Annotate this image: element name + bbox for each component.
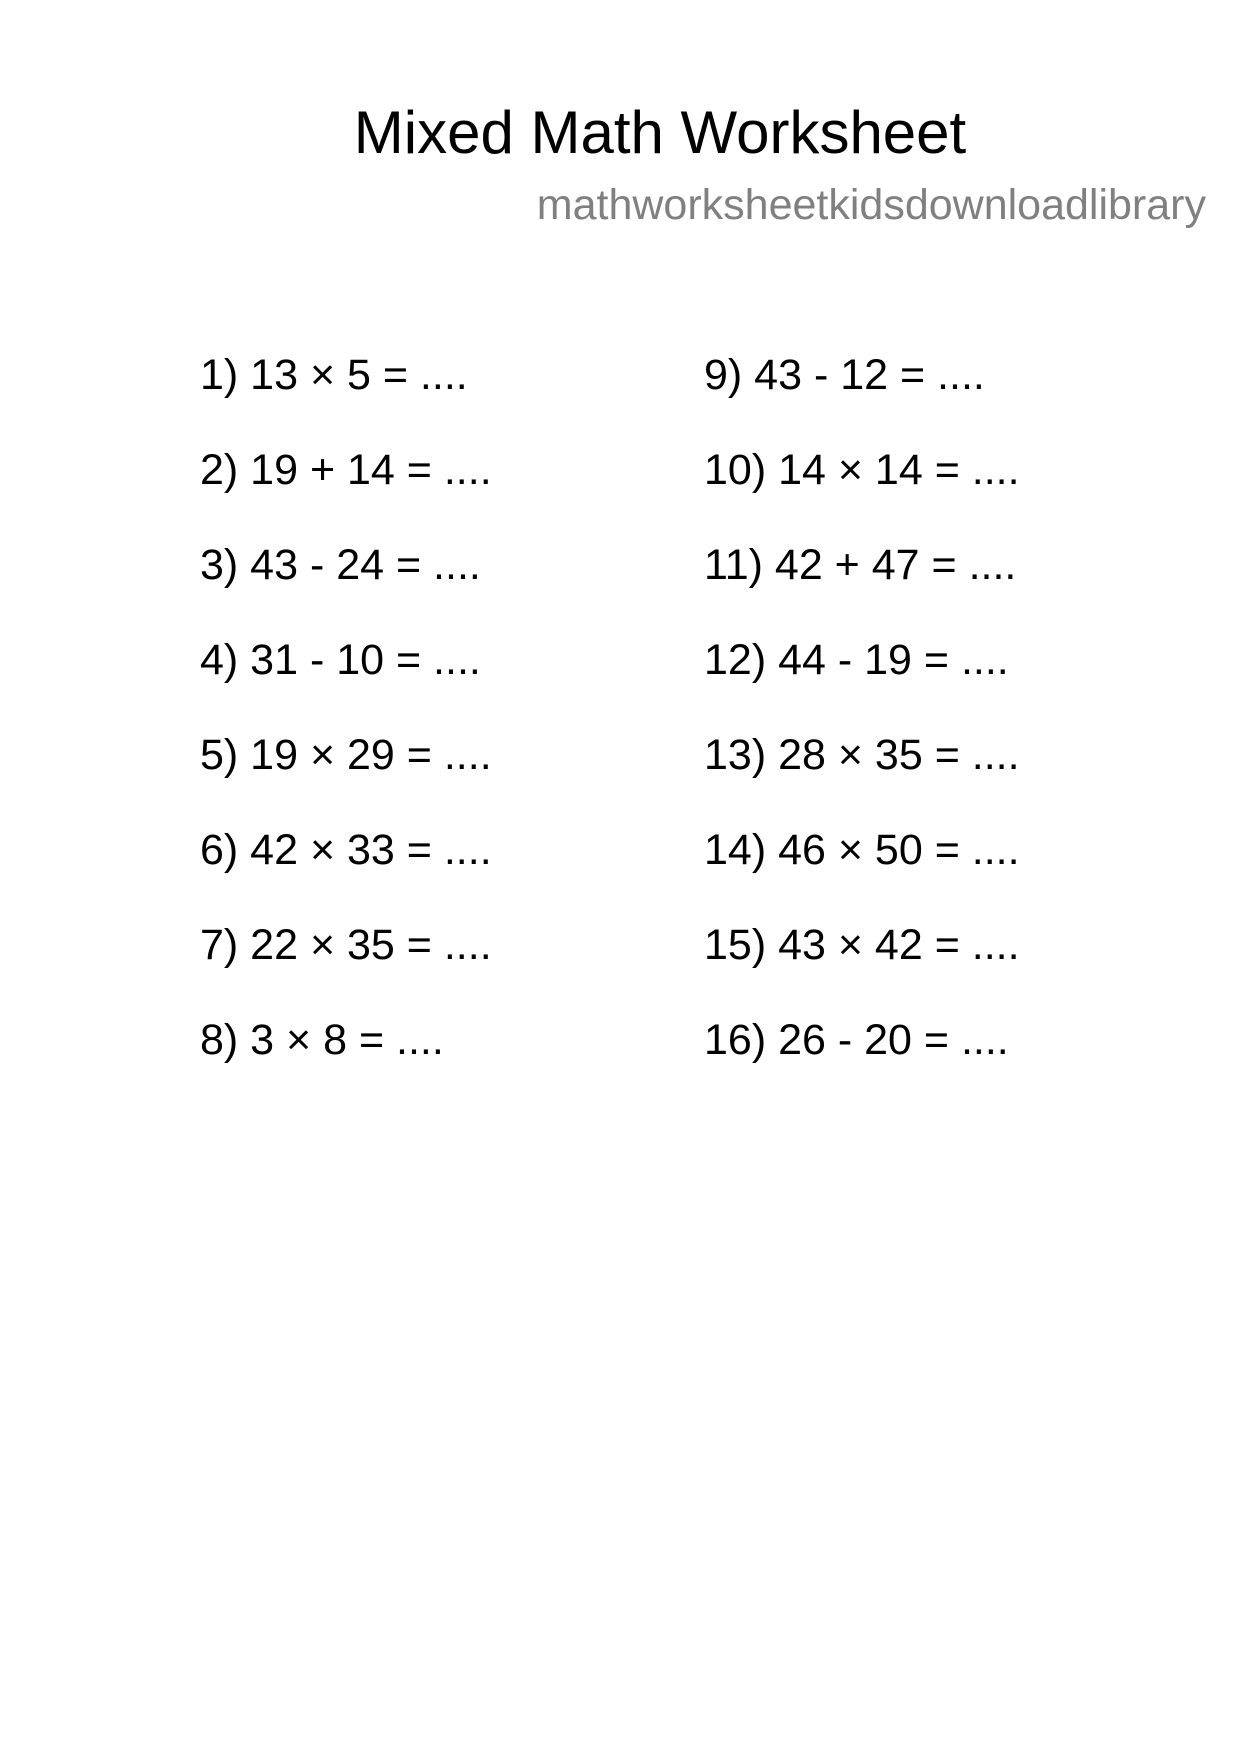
worksheet-title: Mixed Math Worksheet xyxy=(353,99,967,166)
problem-item: 14) 46 × 50 = .... xyxy=(704,826,1020,874)
problem-item: 7) 22 × 35 = .... xyxy=(200,921,492,969)
problem-column-left xyxy=(200,350,492,1110)
problem-item: 16) 26 - 20 = .... xyxy=(704,1016,1009,1064)
problem-item: 5) 19 × 29 = .... xyxy=(200,731,492,779)
problem-item: 11) 42 + 47 = .... xyxy=(704,541,1017,589)
problem-item: 10) 14 × 14 = .... xyxy=(704,446,1020,494)
problem-item: 3) 43 - 24 = .... xyxy=(200,541,481,589)
problem-column-right xyxy=(704,350,1020,1110)
problem-item: 13) 28 × 35 = .... xyxy=(704,731,1020,779)
problem-item: 12) 44 - 19 = .... xyxy=(704,636,1009,684)
problem-item: 6) 42 × 33 = .... xyxy=(200,826,492,874)
problem-item: 8) 3 × 8 = .... xyxy=(200,1016,444,1064)
problem-item: 2) 19 + 14 = .... xyxy=(200,446,492,494)
problem-item: 9) 43 - 12 = .... xyxy=(704,351,985,399)
problem-item: 1) 13 × 5 = .... xyxy=(200,351,468,399)
worksheet-source-label: mathworksheetkidsdownloadlibrary xyxy=(536,181,1206,229)
problem-item: 4) 31 - 10 = .... xyxy=(200,636,481,684)
problem-item: 15) 43 × 42 = .... xyxy=(704,921,1020,969)
